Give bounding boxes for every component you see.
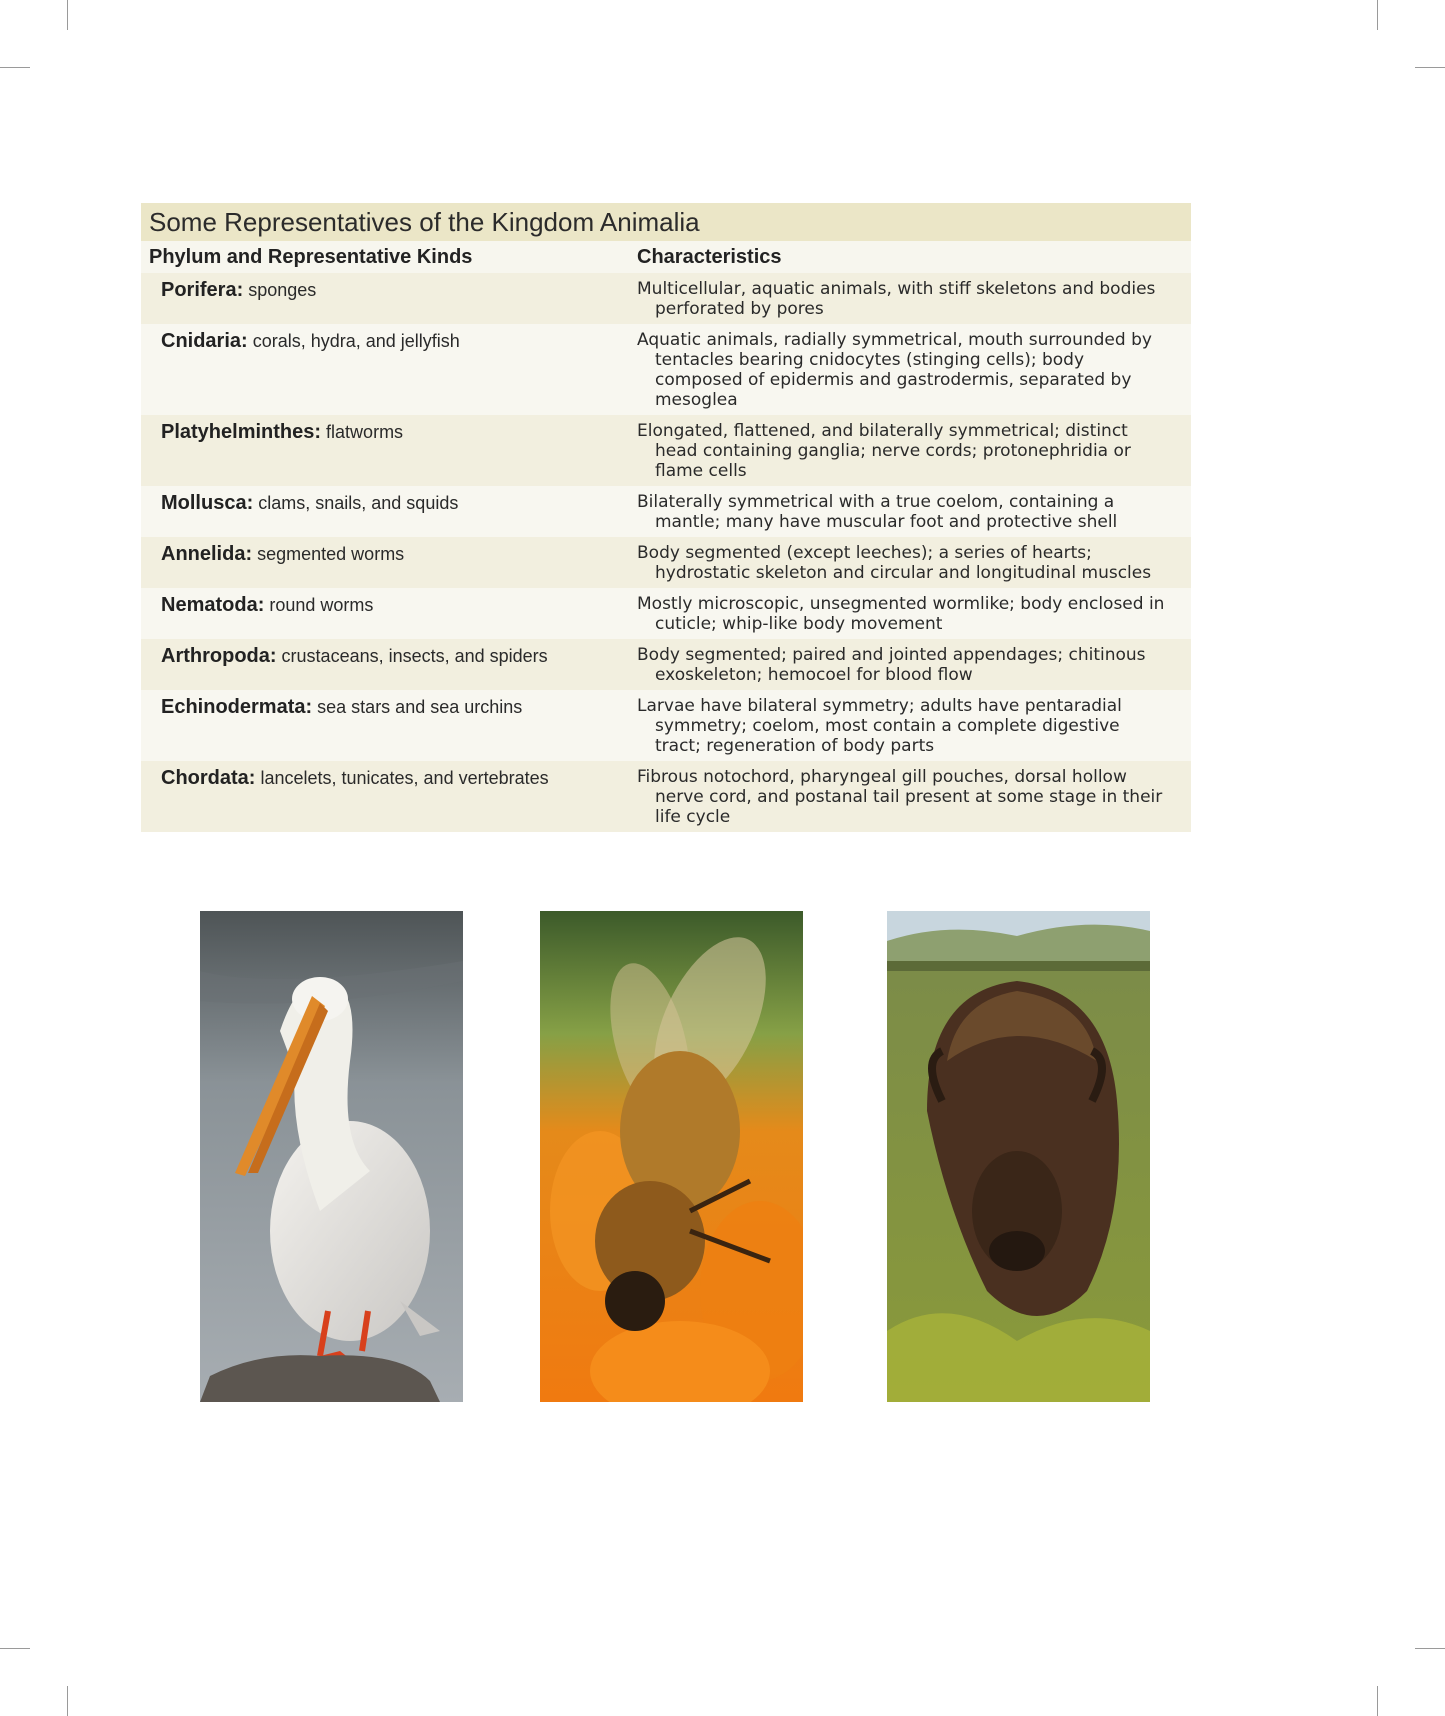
crop-mark <box>1415 1648 1445 1649</box>
phylum-cell <box>141 543 637 583</box>
characteristics-cell: Aquatic animals, radially symmetrical, mouth surrounded by tentacles bearing cnidocytes (stinging cells); body composed of epidermis and gastrodermis, separated by mesoglea <box>637 330 1152 410</box>
phylum-cell <box>141 767 637 827</box>
header-phylum: Phylum and Representative Kinds <box>149 245 473 268</box>
phylum-name: Chordata: <box>161 767 256 789</box>
phylum-name: Mollusca: <box>161 492 254 514</box>
representative-kinds: sea stars and sea urchins <box>312 697 523 717</box>
representative-kinds: flatworms <box>321 422 404 442</box>
table-body <box>141 273 1191 832</box>
characteristics-cell: Fibrous notochord, pharyngeal gill pouches, dorsal hollow nerve cord, and postanal tail present at some stage in their life cycle <box>637 767 1163 827</box>
pelican-photo <box>200 911 463 1402</box>
phylum-cell <box>141 279 637 319</box>
crop-mark <box>0 1648 30 1649</box>
table-row <box>141 324 1191 415</box>
representative-kinds: crustaceans, insects, and spiders <box>276 646 548 666</box>
representative-kinds: clams, snails, and squids <box>253 493 459 513</box>
table-row <box>141 588 1191 639</box>
bison-photo <box>887 911 1150 1402</box>
table-row <box>141 761 1191 832</box>
phylum-cell <box>141 492 637 532</box>
header-characteristics: Characteristics <box>637 245 782 268</box>
crop-mark <box>67 1686 68 1716</box>
phylum-cell <box>141 645 637 685</box>
phylum-name: Porifera: <box>161 279 244 301</box>
characteristics-cell: Larvae have bilateral symmetry; adults have pentaradial symmetry; coelom, most contain a complete digestive tract; regeneration of body parts <box>637 696 1122 756</box>
characteristics-cell: Mostly microscopic, unsegmented wormlike; body enclosed in cuticle; whip-like body movement <box>637 594 1165 634</box>
crop-mark <box>0 67 30 68</box>
characteristics-cell: Multicellular, aquatic animals, with stiff skeletons and bodies perforated by pores <box>637 279 1156 319</box>
table-title: Some Representatives of the Kingdom Animalia <box>141 203 1191 241</box>
phylum-name: Platyhelminthes: <box>161 421 322 443</box>
phylum-cell <box>141 696 637 756</box>
table-row <box>141 415 1191 486</box>
table-row <box>141 273 1191 324</box>
characteristics-cell: Bilaterally symmetrical with a true coelom, containing a mantle; many have muscular foot and protective shell <box>637 492 1118 532</box>
phylum-name: Arthropoda: <box>161 645 277 667</box>
phylum-name: Annelida: <box>161 543 253 565</box>
phylum-cell <box>141 594 637 634</box>
crop-mark <box>1377 1686 1378 1716</box>
phylum-name: Nematoda: <box>161 594 265 616</box>
characteristics-cell: Body segmented (except leeches); a series of hearts; hydrostatic skeleton and circular and longitudinal muscles <box>637 543 1152 583</box>
representative-kinds: round worms <box>264 595 374 615</box>
representative-kinds: lancelets, tunicates, and vertebrates <box>255 768 549 788</box>
crop-mark <box>1415 67 1445 68</box>
representative-kinds: corals, hydra, and jellyfish <box>247 331 460 351</box>
table-row <box>141 690 1191 761</box>
phylum-name: Echinodermata: <box>161 696 313 718</box>
representative-kinds: segmented worms <box>252 544 405 564</box>
table-header-row <box>141 241 1191 273</box>
crop-mark <box>67 0 68 30</box>
phylum-name: Cnidaria: <box>161 330 248 352</box>
animalia-table <box>141 203 1191 832</box>
crop-mark <box>1377 0 1378 30</box>
characteristics-cell: Body segmented; paired and jointed appendages; chitinous exoskeleton; hemocoel for blood flow <box>637 645 1146 685</box>
table-row <box>141 486 1191 537</box>
characteristics-cell: Elongated, flattened, and bilaterally symmetrical; distinct head containing ganglia; nerve cords; protonephridia or flame cells <box>637 421 1131 481</box>
phylum-cell <box>141 421 637 481</box>
table-row <box>141 537 1191 588</box>
bee-photo <box>540 911 803 1402</box>
phylum-cell <box>141 330 637 410</box>
table-row <box>141 639 1191 690</box>
representative-kinds: sponges <box>243 280 317 300</box>
